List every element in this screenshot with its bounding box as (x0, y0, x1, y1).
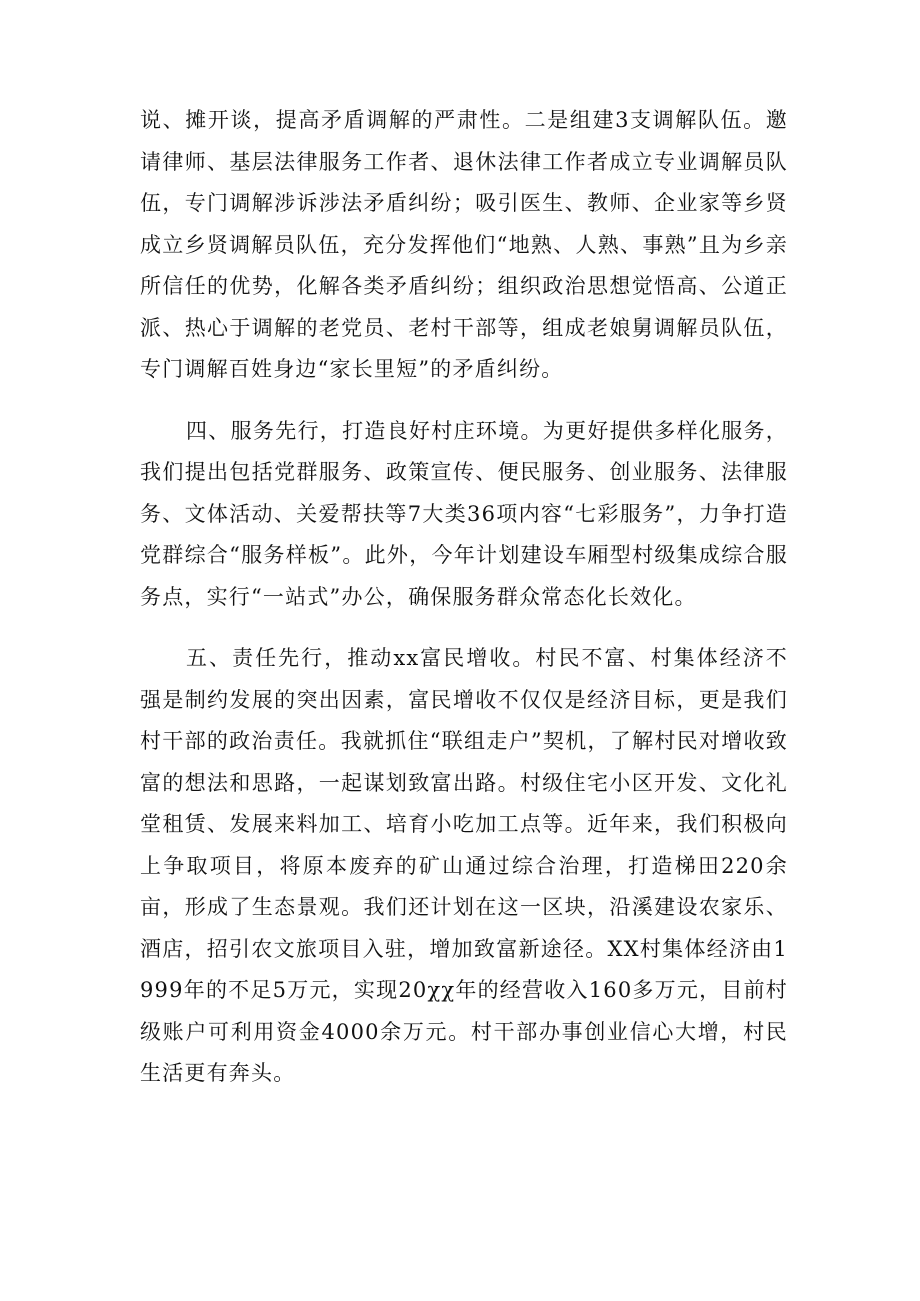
paragraph-service-first: 四、服务先行，打造良好村庄环境。为更好提供多样化服务，我们提出包括党群服务、政策宣传、便民服务、创业服务、法律服务、文体活动、关爱帮扶等7大类36项内容“七彩服务”，力争打造党群综合“服务样板”。此外，今年计划建设车厢型村级集成综合服务点，实行“一站式”办公，确保服务群众常态化长效化。 (140, 418, 788, 609)
paragraph-mediation-teams: 说、摊开谈，提高矛盾调解的严肃性。二是组建3支调解队伍。邀请律师、基层法律服务工作者、退休法律工作者成立专业调解员队伍，专门调解涉诉涉法矛盾纠纷；吸引医生、教师、企业家等乡贤成立乡贤调解员队伍，充分发挥他们“地熟、人熟、事熟”且为乡亲所信任的优势，化解各类矛盾纠纷；组织政治思想觉悟高、公道正派、热心于调解的老党员、老村干部等，组成老娘舅调解员队伍，专门调解百姓身边“家长里短”的矛盾纠纷。 (140, 108, 788, 381)
document-body (140, 100, 788, 1095)
paragraph-responsibility-first: 五、责任先行，推动xx富民增收。村民不富、村集体经济不强是制约发展的突出因素，富民增收不仅仅是经济目标，更是我们村干部的政治责任。我就抓住“联组走户”契机，了解村民对增收致富的想法和思路，一起谋划致富出路。村级住宅小区开发、文化礼堂租赁、发展来料加工、培育小吃加工点等。近年来，我们积极向上争取项目，将原本废弃的矿山通过综合治理，打造梯田220余亩，形成了生态景观。我们还计划在这一区块，沿溪建设农家乐、酒店，招引农文旅项目入驻，增加致富新途径。XX村集体经济由1999年的不足5万元，实现20χχ年的经营收入160多万元，目前村级账户可利用资金4000余万元。村干部办事创业信心大增，村民生活更有奔头。 (140, 646, 788, 1085)
